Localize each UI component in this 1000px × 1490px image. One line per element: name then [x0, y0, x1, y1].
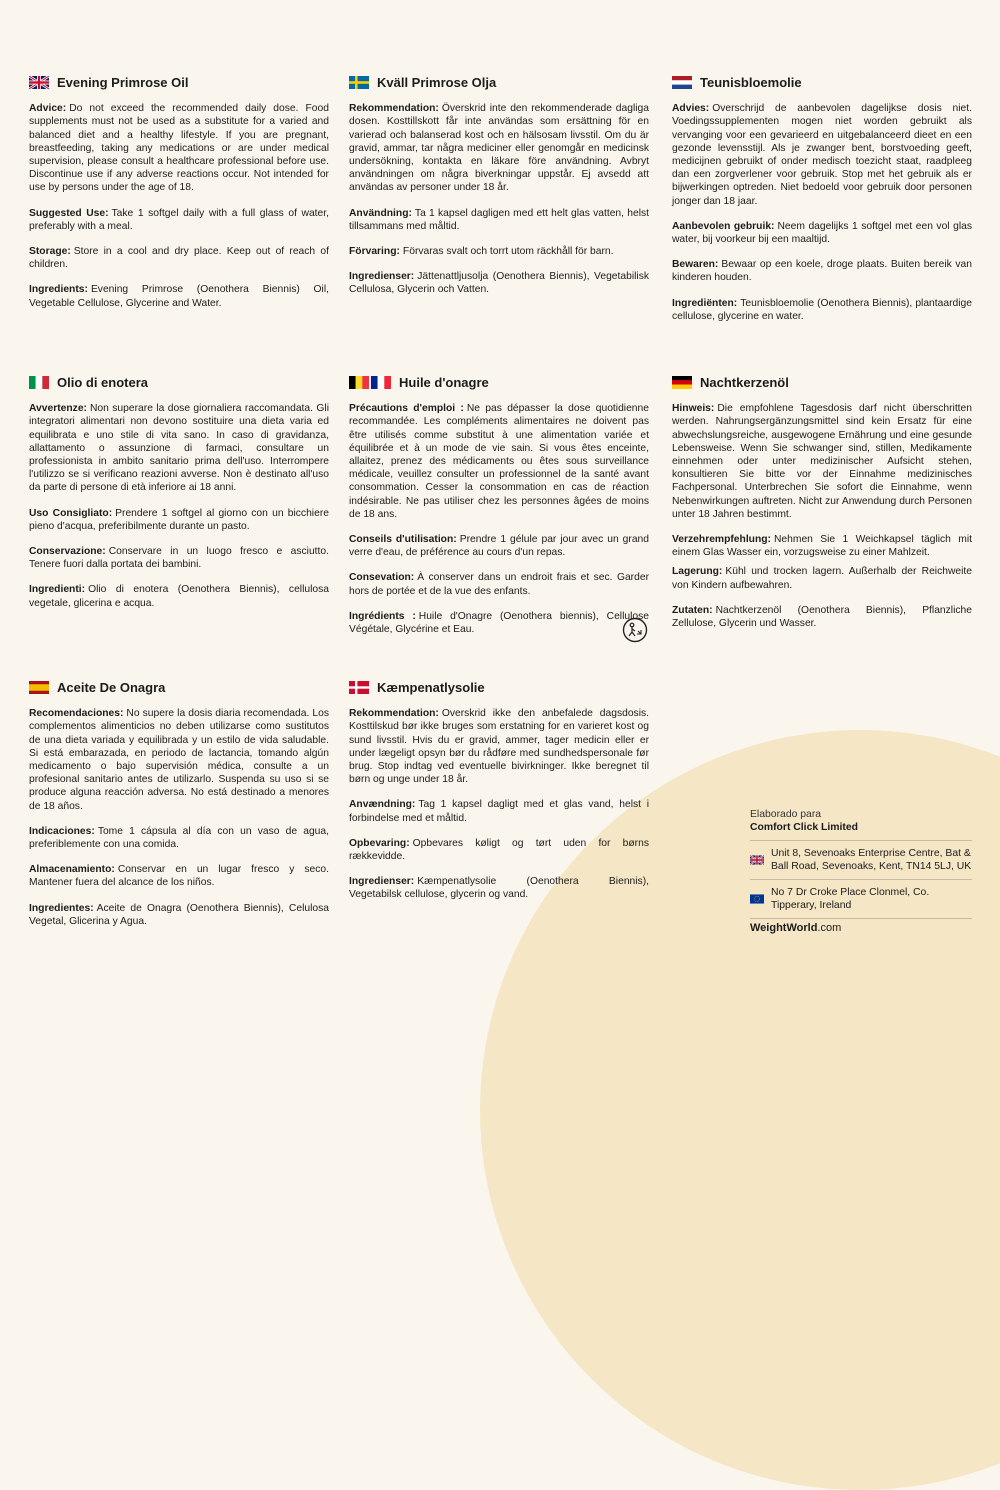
- section-title: Huile d'onagre: [399, 375, 489, 390]
- usage-paragraph: Suggested Use: Take 1 softgel daily with a full glass of water, preferably with a meal.: [29, 207, 329, 232]
- it-flag-icon: [29, 376, 49, 389]
- storage-paragraph: Storage: Store in a cool and dry place. Keep out of reach of children.: [29, 246, 329, 271]
- divider: [750, 840, 972, 841]
- ingredients-paragraph: Ingrédients : Huile d'Onagre (Oenothera biennis), Cellulose Végétale, Glycérine et Eau.: [349, 610, 649, 636]
- usage-paragraph: Verzehrempfehlung: Nehmen Sie 1 Weichkapsel täglich mit einem Glas Wasser ein, vorzugsweise zu einer Mahlzeit.: [672, 534, 972, 559]
- advice-paragraph: Rekommendation: Overskrid ikke den anbefalede dagsdosis. Kosttilskud bør ikke bruges som erstatning for en varieret kost og sund livsstil. Hvis du er gravid, ammer, tager medicin eller er under lægeligt opsyn bør du rådføre med sundhedspersonale før brug. Stop indtag ved eventuelle bivirkninger. Ikke beregnet til børn og unge under 18 år.: [349, 708, 649, 786]
- advice-paragraph: Recomendaciones: No supere la dosis diaria recomendada. Los complementos alimenticios no deben utilizarse como sustitutos de una dieta variada y equilibrada y un estilo de vida saludable. Si está embarazada, en periodo de lactancia, tomando algún medicamento o bajo supervisión médica, consulte a un profesional sanitario antes de utilizarlo. Suspenda su uso si se produce alguna reacción adversa. No está destinado a menores de 18 años.: [29, 708, 329, 812]
- section-header: [349, 681, 649, 694]
- usage-paragraph: Anvændning: Tag 1 kapsel dagligt med et glas vand, helst i forbindelse med et måltid.: [349, 799, 649, 824]
- recycle-icon: [622, 617, 648, 643]
- eu-address: No 7 Dr Croke Place Clonmel, Co. Tipperary, Ireland: [771, 887, 930, 911]
- ingredients-paragraph: Ingredienti: Olio di enotera (Oenothera Biennis), cellulosa vegetale, glicerina e acqua.: [29, 584, 329, 609]
- be-flag-icon: [349, 376, 369, 389]
- section-title: Teunisbloemolie: [700, 75, 802, 90]
- section-header: [29, 681, 329, 694]
- section-dutch: [672, 76, 972, 335]
- section-german: [672, 376, 972, 642]
- section-danish: [349, 681, 649, 914]
- section-italian: [29, 376, 329, 622]
- advice-paragraph: Advice: Do not exceed the recommended daily dose. Food supplements must not be used as a substitute for a varied and balanced diet and a healthy lifestyle. If you are pregnant, breastfeeding, taking any medications or are under medical supervision, please consult a healthcare professional before use. Discontinue use if any adverse reactions occur. Not intended for use by persons under the age of 18.: [29, 103, 329, 194]
- section-header: [29, 76, 329, 89]
- se-flag-icon: [349, 76, 369, 89]
- ingredients-paragraph: Ingredienser: Jättenattljusolja (Oenothera Biennis), Vegetabilisk Cellulosa, Glycerin och Vatten.: [349, 271, 649, 296]
- section-title: Olio di enotera: [57, 375, 149, 390]
- storage-paragraph: Almacenamiento: Conservar en un lugar fresco y seco. Mantener fuera del alcance de los niños.: [29, 864, 329, 889]
- es-flag-icon: [29, 681, 49, 694]
- section-header: [349, 76, 649, 89]
- section-swedish: [349, 76, 649, 309]
- usage-paragraph: Conseils d'utilisation: Prendre 1 gélule par jour avec un grand verre d'eau, de préférence au cours d'un repas.: [349, 534, 649, 559]
- made-for-label: Elaborado para: [750, 809, 822, 820]
- section-header: [672, 76, 972, 89]
- usage-paragraph: Användning: Ta 1 kapsel dagligen med ett helt glas vatten, helst tillsammans med måltid.: [349, 207, 649, 232]
- usage-paragraph: Indicaciones: Tome 1 cápsula al día con un vaso de agua, preferiblemente con una comida.: [29, 825, 329, 851]
- advice-paragraph: Hinweis: Die empfohlene Tagesdosis darf nicht überschritten werden. Nahrungsergänzungsmittel sind kein Ersatz für eine abwechslungsreiche, ausgewogene Ernährung und eine gesunde Lebensweise. Wenn Sie schwanger sind, stillen, Medikamente einnehmen oder unter medizinischer Aufsicht stehen, konsultieren Sie bitte vor der Einnahme medizinisches Fachpersonal. Unterbrechen Sie sofort die Einnahme, wenn Nebenwirkungen auftreten. Nicht zur Anwendung durch Personen unter 18 Jahren bestimmt.: [672, 403, 972, 520]
- ingredients-paragraph: Ingredienser: Kæmpenatlysolie (Oenothera Biennis), Vegetabilsk cellulose, glycerin og vand.: [349, 876, 649, 901]
- gb-flag-icon: [750, 855, 764, 865]
- advice-paragraph: Advies: Overschrijd de aanbevolen dagelijkse dosis niet. Voedingssupplementen mogen niet worden gebruikt als vervanging voor een gevarieerd en uitgebalanceerd dieet en een gezonde levensstijl. Als je zwanger bent, borstvoeding geeft, medicijnen gebruikt of onder medisch toezicht staat, raadpleeg dan een zorgverlener voor gebruik. Stop met het gebruik als er bijwerkingen optreden. Niet bedoeld voor gebruik door personen jonger dan 18 jaar.: [672, 103, 972, 207]
- storage-paragraph: Consevation: À conserver dans un endroit frais et sec. Garder hors de portée et de la vue des enfants.: [349, 572, 649, 597]
- storage-paragraph: Conservazione: Conservare in un luogo fresco e asciutto. Tenere fuori dalla portata dei bambini.: [29, 546, 329, 571]
- storage-paragraph: Bewaren: Bewaar op een koele, droge plaats. Buiten bereik van kinderen houden.: [672, 259, 972, 284]
- ingredients-paragraph: Ingrediënten: Teunisbloemolie (Oenothera Biennis), plantaardige cellulose, glycerine en water.: [672, 297, 972, 322]
- company-name: Comfort Click Limited: [750, 822, 858, 833]
- ingredients-paragraph: Zutaten: Nachtkerzenöl (Oenothera Biennis), Pflanzliche Zellulose, Glycerin und Wasser.: [672, 604, 972, 630]
- section-title: Kväll Primrose Olja: [377, 75, 497, 90]
- usage-paragraph: Aanbevolen gebruik: Neem dagelijks 1 softgel met een vol glas water, bij voorkeur bij een maaltijd.: [672, 220, 972, 246]
- storage-paragraph: Lagerung: Kühl und trocken lagern. Außerhalb der Reichweite von Kindern aufbewahren.: [672, 566, 972, 591]
- uk-address: Unit 8, Sevenoaks Enterprise Centre, Bat & Ball Road, Sevenoaks, Kent, TN14 5LJ, UK: [771, 848, 972, 872]
- storage-paragraph: Förvaring: Förvaras svalt och torrt utom räckhåll för barn.: [349, 246, 614, 258]
- storage-paragraph: Opbevaring: Opbevares køligt og tørt uden for børns rækkevidde.: [349, 837, 649, 863]
- section-header: [29, 376, 329, 389]
- eu-address-row: [750, 883, 972, 915]
- de-flag-icon: [672, 376, 692, 389]
- uk-address-row: [750, 844, 972, 876]
- dk-flag-icon: [349, 681, 369, 694]
- divider: [750, 879, 972, 880]
- section-spanish: [29, 681, 329, 940]
- section-header: [672, 376, 972, 389]
- divider: [750, 918, 972, 919]
- eu-flag-icon: [750, 894, 764, 904]
- section-french: [349, 376, 649, 648]
- brand-logo: WeightWorld.com: [750, 922, 842, 934]
- gb-flag-icon: [29, 76, 49, 89]
- section-title: Aceite De Onagra: [57, 680, 166, 695]
- ingredients-paragraph: Ingredientes: Aceite de Onagra (Oenothera Biennis), Celulosa Vegetal, Glicerina y Agua.: [29, 902, 329, 927]
- nl-flag-icon: [672, 76, 692, 89]
- section-title: Evening Primrose Oil: [57, 75, 189, 90]
- section-title: Nachtkerzenöl: [700, 375, 789, 390]
- usage-paragraph: Uso Consigliato: Prendere 1 softgel al giorno con un bicchiere pieno d'acqua, preferibilmente durante un pasto.: [29, 507, 329, 532]
- advice-paragraph: Précautions d'emploi : Ne pas dépasser la dose quotidienne recommandée. Les compléments alimentaires ne doivent pas être utilisés comme substitut à une alimentation variée et équilibrée et à un mode de vie sain. Si vous êtes enceinte, allaitez, prenez des médicaments ou êtes sous surveillance médicale, veuillez consulter un professionnel de la santé avant consommation. Cesser la consommation en cas de réaction indésirable. Ne pas utiliser chez les personnes âgées de moins de 18 ans.: [349, 403, 649, 520]
- fr-flag-icon: [371, 376, 391, 389]
- ingredients-paragraph: Ingredients: Evening Primrose (Oenothera Biennis) Oil, Vegetable Cellulose, Glycerine and Water.: [29, 284, 329, 309]
- section-header: [349, 376, 649, 389]
- advice-paragraph: Avvertenze: Non superare la dose giornaliera raccomandata. Gli integratori alimentari non devono sostituire una dieta varia ed equilibrata e uno stile di vita sano. In caso di gravidanza, allattamento o assunzione di farmaci, consultare un professionista in ambito sanitario prima dell'uso. Interrompere l'utilizzo se si verificano reazioni avverse. Non è destinato all'uso da parte di persone di età inferiore ai 18 anni.: [29, 403, 329, 494]
- advice-paragraph: Rekommendation: Överskrid inte den rekommenderade dagliga dosen. Kosttillskott får inte användas som ersättning för en varierad och balanserad kost och en hälsosam livsstil. Om du är gravid, ammar, tar några mediciner eller genomgår en medicinsk undersökning, kontakta en läkare före användning. Avbryt användningen om några biverkningar uppstår. Ej avsedd att användas av personer under 18 år.: [349, 103, 649, 194]
- section-english: [29, 76, 329, 322]
- manufacturer-address: [750, 808, 972, 935]
- section-title: Kæmpenatlysolie: [377, 680, 485, 695]
